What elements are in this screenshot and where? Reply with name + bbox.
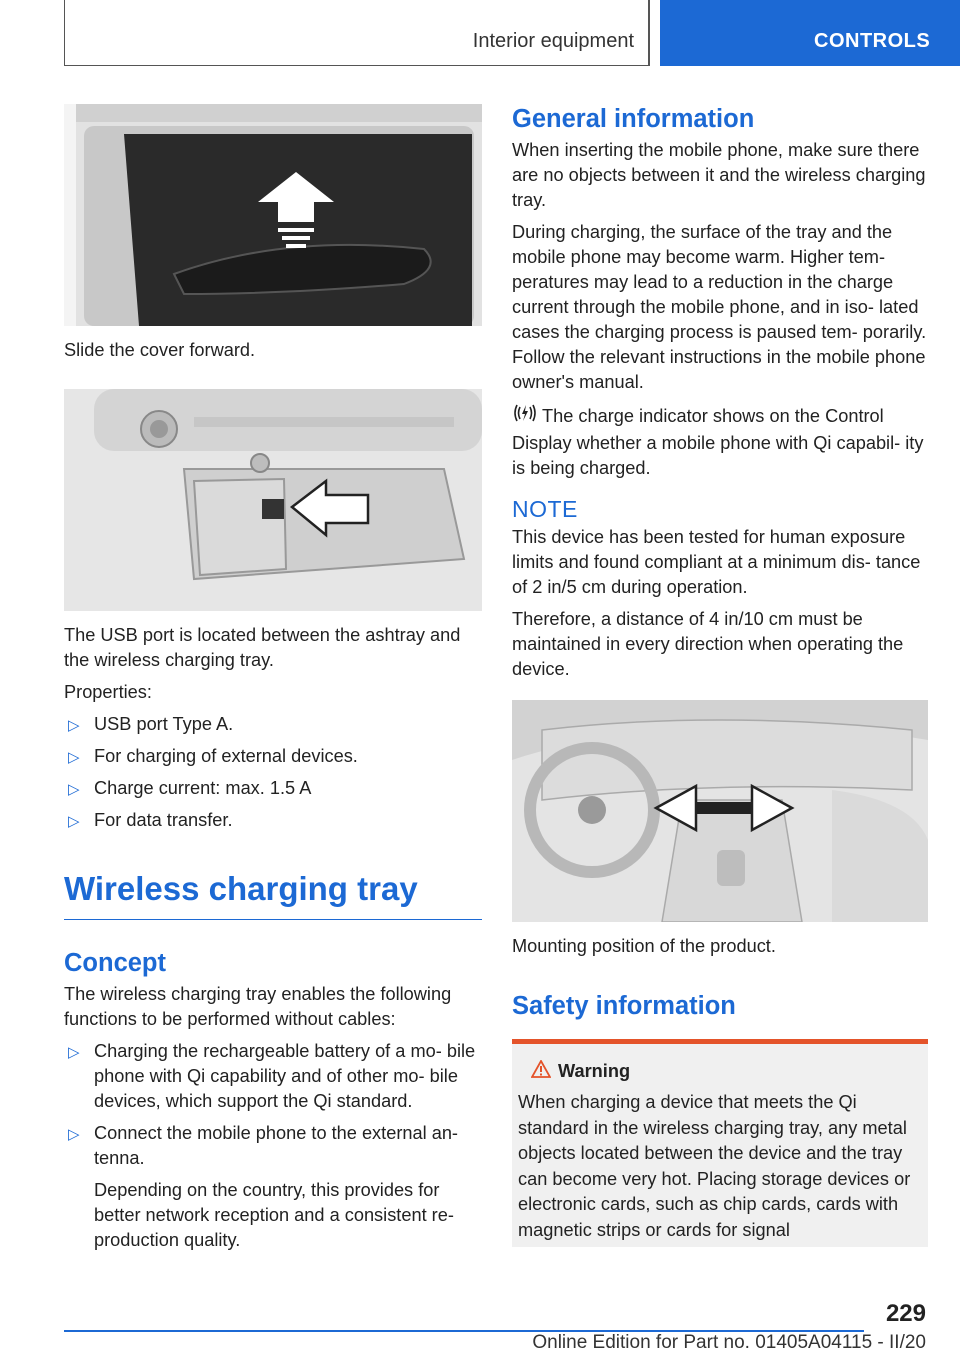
header-chapter-tab[interactable]: CONTROLS xyxy=(660,0,960,66)
general-paragraph-2: During charging, the surface of the tray and the mobile phone may become warm. Higher tem‐ peratures may lead to a reduction in the charge current through the mobile phone, and in iso‐ lated cases the charging process is paused tem‐ porarily. Follow the relevant instructions in the mobile phone owner's manual. xyxy=(512,222,927,392)
figure-mounting-position xyxy=(512,700,928,922)
wireless-charge-icon xyxy=(512,402,542,431)
header-section-title: Interior equipment xyxy=(472,30,634,52)
page-number: 229 xyxy=(885,1300,926,1327)
heading-safety-information: Safety information xyxy=(512,992,736,1020)
section-title-wireless-charging: Wireless charging tray xyxy=(64,869,482,920)
figure-slide-cover xyxy=(64,104,482,326)
list-item: ▷ USB port Type A. xyxy=(64,712,482,737)
bullet-triangle-icon: ▷ xyxy=(68,749,80,766)
concept-subtext: Depending on the country, this provides for better network reception and a consistent re‐ production quality. xyxy=(94,1180,454,1250)
caption-slide-cover: Slide the cover forward. xyxy=(64,340,256,360)
footer-edition: Online Edition for Part no. 01405A04115 - II/20 xyxy=(532,1332,926,1353)
list-item: ▷ Charge current: max. 1.5 A xyxy=(64,776,482,801)
list-item: ▷ Connect the mobile phone to the external an‐ tenna. Depending on the country, this provides for better network reception and a consistent re‐ production quality. xyxy=(64,1121,482,1253)
note-paragraph-1: This device has been tested for human exposure limits and found compliant at a minimum dis‐ tance of 2 in/5 cm during operation. xyxy=(512,527,921,597)
concept-list xyxy=(64,1039,482,1253)
bullet-triangle-icon: ▷ xyxy=(68,813,80,830)
properties-list xyxy=(64,712,482,833)
caption-mounting-position: Mounting position of the product. xyxy=(512,936,776,956)
properties-label: Properties: xyxy=(64,682,152,702)
warning-box xyxy=(512,1039,928,1247)
right-column xyxy=(512,104,928,1247)
note-heading: NOTE xyxy=(512,496,578,522)
warning-text: When charging a device that meets the Qi standard in the wireless charging tray, any metal objects located between the device and the tray can become very hot. Placing storage devices or electronic cards, such as chip cards, cards with magnetic strips or cards for signal xyxy=(518,1092,911,1240)
bullet-triangle-icon: ▷ xyxy=(68,781,80,798)
bullet-triangle-icon: ▷ xyxy=(68,1044,80,1061)
warning-triangle-icon xyxy=(531,1060,551,1078)
bullet-triangle-icon: ▷ xyxy=(68,1126,80,1143)
list-item: ▷ For charging of external devices. xyxy=(64,744,482,769)
note-paragraph-2: Therefore, a distance of 4 in/10 cm must be maintained in every direction when operating the device. xyxy=(512,609,904,679)
figure-usb-port xyxy=(64,389,482,611)
bullet-triangle-icon: ▷ xyxy=(68,717,80,734)
header-divider xyxy=(648,0,650,66)
list-item: ▷ Charging the rechargeable battery of a mo‐ bile phone with Qi capability and of other mo‐ bile devices, which support the Qi standard. xyxy=(68,1041,476,1111)
left-column xyxy=(64,104,482,1260)
concept-text: The wireless charging tray enables the following functions to be performed without cables: xyxy=(64,984,452,1029)
warning-title: Warning xyxy=(518,1056,922,1086)
heading-concept: Concept xyxy=(64,949,166,977)
general-paragraph-3: The charge indicator shows on the Control Display whether a mobile phone with Qi capabil‐ ity is being charged. xyxy=(512,402,928,481)
caption-usb-port: The USB port is located between the ashtray and the wireless charging tray. xyxy=(64,625,461,670)
list-item: ▷ For data transfer. xyxy=(64,808,482,833)
heading-general-information: General information xyxy=(512,105,755,133)
general-paragraph-1: When inserting the mobile phone, make sure there are no objects between it and the wireless charging tray. xyxy=(512,140,926,210)
